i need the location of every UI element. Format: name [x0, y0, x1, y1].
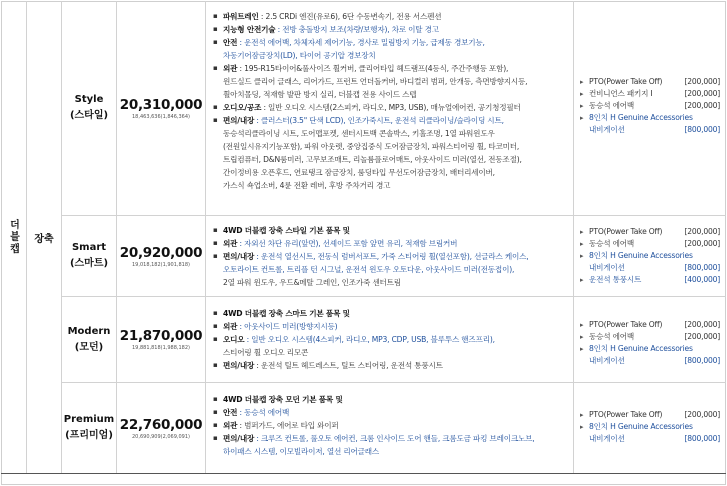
list-item-cont: 트립컴퓨터, D&N룸미러, 고무보조매트, 리놀륨플로어매트, 아웃사이드 미러(열선, 전동조절), — [223, 155, 522, 164]
price-value: 22,760,000 — [119, 416, 203, 433]
option-item-navigation: ▸ 8인치 H Genuine Accessories — [580, 112, 720, 124]
list-item-cont: 윈드실드 클리어 글래스, 리어가드, 프런트 언더돌커버, 바디컬러 범퍼, 안개등, 측면방향지시등, — [223, 77, 528, 86]
option-item-navigation-cont: 내비게이션 [800,000] — [589, 125, 720, 134]
list-item: ▪ 파워트레인 : 2.5 CRDi 엔진(유로6), 6단 수동변속기, 전용 서스펜션 — [212, 10, 572, 23]
options-style — [580, 76, 720, 136]
list-item-cont: 휠아치몰딩, 적재함 발판 방지 실리, 더블캡 전용 사이드 스텝 — [223, 90, 417, 99]
features-modern — [212, 307, 572, 372]
features-premium — [212, 393, 572, 458]
option-item-navigation: ▸ 8인치 H Genuine Accessories — [580, 250, 720, 262]
option-item-navigation-cont: 내비게이션 [800,000] — [589, 434, 720, 443]
price-value: 20,310,000 — [119, 96, 203, 113]
list-item: ▪ 지능형 안전기술 : 전방 충돌방지 보조(차량/보행자), 차로 이탈 경고 — [212, 23, 572, 36]
features-smart — [212, 224, 572, 289]
list-item: ▪ 편의/내장 : 클러스터(3.5" 단색 LCD), 인조가죽시트, 운전석 리클라이닝/슬라이딩 시트, — [212, 114, 572, 127]
list-item-cont: 차동기어잠금장치(LD), 타이어 공기압 경보장치 — [223, 51, 376, 60]
list-item: ▪ 외관 : 아웃사이드 미러(방향지시등) — [212, 320, 572, 333]
option-item: ▸ 컨비니언스 패키지 Ⅰ [200,000] — [580, 88, 720, 100]
trim-name-premium: Premium (프리미엄) — [63, 414, 115, 441]
options-smart — [580, 226, 720, 286]
list-item: ▪ 안전 : 운전석 에어백, 차체자세 제어기능, 경사로 밀림방지 기능, 급제동 경보기능, — [212, 36, 572, 49]
list-item: ▪ 편의/내장 : 운전석 열선시트, 전동식 럼버서포트, 가죽 스티어링 휠(열선포함), 선글라스 케이스, — [212, 250, 572, 263]
option-item-navigation: ▸ 8인치 H Genuine Accessories — [580, 421, 720, 433]
option-item-navigation: ▸ 8인치 H Genuine Accessories — [580, 343, 720, 355]
list-item-cont: 오토라이트 컨트롤, 트리플 턴 시그널, 운전석 윈도우 오토다운, 아웃사이드 미러(전동접이), — [223, 265, 515, 274]
list-item: ▪ 4WD 더블캡 장축 스마트 기본 품목 및 — [212, 307, 572, 320]
column-divider — [205, 1, 206, 473]
price-value: 21,870,000 — [119, 328, 203, 344]
price-detail: 19,881,818(1,988,182) — [132, 345, 190, 351]
option-item: ▸ PTO(Power Take Off) [200,000] — [580, 76, 720, 88]
list-item: ▪ 외관 : 범퍼가드, 에어로 타입 와이퍼 — [212, 419, 572, 432]
option-item: ▸ 동승석 에어백 [200,000] — [580, 100, 720, 112]
option-item: ▸ 동승석 에어백 [200,000] — [580, 331, 720, 343]
trim-name-modern: Modern (모던) — [67, 325, 111, 353]
features-style — [212, 10, 572, 192]
list-item-cont: (전원일시유지기능포함), 파워 아웃렛, 중앙집중식 도어잠금장치, 파워스티어링 휠, 타코미터, — [223, 142, 520, 151]
trim-price-premium — [117, 383, 205, 473]
list-item-cont: 동승석리클라이닝 시트, 도어맵포켓, 센터시트백 콘솔박스, 키홀조명, 1열 파워윈도우 — [223, 129, 495, 138]
table-bottom-border — [1, 473, 726, 474]
options-premium — [580, 409, 720, 445]
price-value: 20,920,000 — [119, 244, 203, 261]
options-modern — [580, 319, 720, 367]
price-detail: 18,463,636(1,846,364) — [132, 113, 190, 120]
price-detail: 19,018,182(1,901,818) — [132, 261, 190, 268]
option-item-navigation-cont: 내비게이션 [800,000] — [589, 263, 720, 272]
trim-name-smart: Smart (스마트) — [69, 242, 109, 269]
list-item-cont: 가스식 쇽업소버, 4륜 전환 레버, 후방 주차거리 경고 — [223, 181, 391, 190]
list-item: ▪ 외관 : 자외선 차단 유리(앞면), 선셰이드 포함 앞면 유리, 적재함 브림커버 — [212, 237, 572, 250]
price-detail: 20,690,909(2,069,091) — [132, 433, 190, 440]
option-item: ▸ 동승석 에어백 [200,000] — [580, 238, 720, 250]
list-item: ▪ 4WD 더블캡 장축 모던 기본 품목 및 — [212, 393, 572, 406]
list-item: ▪ 외관 : 195-R15타이어&풀사이즈 휠커버, 클리어타입 헤드램프(4등식, 주간주행등 포함), — [212, 62, 572, 75]
list-item-cont: 2열 파워 윈도우, 우드&메탈 그레인, 인조가죽 센터트림 — [223, 278, 401, 287]
category-label: 더블캡 — [7, 219, 19, 255]
column-divider — [573, 1, 574, 473]
list-item: ▪ 안전 : 동승석 에어백 — [212, 406, 572, 419]
list-item: ▪ 편의/내장 : 운전석 틸트 헤드레스트, 틸트 스티어링, 운전석 통풍시트 — [212, 359, 572, 372]
option-item-navigation-cont: 내비게이션 [800,000] — [589, 356, 720, 365]
trim-price-modern — [117, 297, 205, 382]
trim-price-smart — [117, 216, 205, 296]
trim-price-style — [117, 1, 205, 215]
body-type-label: 장축 — [34, 233, 54, 245]
list-item-cont: 하이패스 시스템, 이모빌라이저, 열선 리어글래스 — [223, 447, 379, 456]
option-item: ▸ PTO(Power Take Off) [200,000] — [580, 409, 720, 421]
list-item: ▪ 오디오/공조 : 일반 오디오 시스템(2스피커, 라디오, MP3, USB), 매뉴얼에어컨, 공기청정필터 — [212, 101, 572, 114]
list-item: ▪ 오디오 : 일반 오디오 시스템(4스피커, 라디오, MP3, CDP, USB, 블루투스 핸즈프리), — [212, 333, 572, 346]
list-item: ▪ 편의/내장 : 크루즈 컨트롤, 풀오토 에어컨, 크롬 인사이드 도어 핸들, 크롬도금 파킹 브레이크노브, — [212, 432, 572, 445]
list-item-cont: 스티어링 휠 오디오 리모콘 — [223, 348, 309, 357]
option-item: ▸ PTO(Power Take Off) [200,000] — [580, 319, 720, 331]
trim-name-style: Style (스타일) — [69, 94, 109, 121]
option-item: ▸ PTO(Power Take Off) [200,000] — [580, 226, 720, 238]
option-item-ventilated-seat: ▸ 운전석 통풍시트 [400,000] — [580, 274, 720, 286]
list-item: ▪ 4WD 더블캡 장축 스타일 기본 품목 및 — [212, 224, 572, 237]
list-item-cont: 간이정비용 오픈후드, 연료탱크 잠금장치, 룸딩타입 무선도어잠금장치, 배터리세이버, — [223, 168, 495, 177]
